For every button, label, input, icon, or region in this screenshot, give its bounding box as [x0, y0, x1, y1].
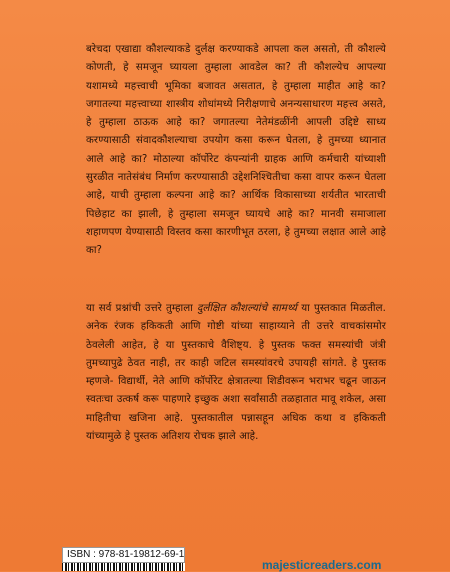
watermark: majesticreaders.com — [262, 558, 382, 572]
blurb-paragraph-2 — [86, 300, 386, 446]
blurb-paragraph-1: बरेचदा एखाद्या कौशल्याकडे दुर्लक्ष करण्याकडे आपला कल असतो, ती कौशल्ये कोणती, हे समजून घ्यायला तुम्हाला आवडेल का? ती कौशल्येच आपल्या यशामध्ये महत्त्वाची भूमिका बजावत असतात, हे तुम्हाला माहीत आहे का? जगातल्या महत्त्वाच्या शास्त्रीय शोधांमध्ये निरीक्षणाचे अनन्यसाधारण महत्त्व असते, हे तुम्हाला ठाऊक आहे का? जगातल्या नेतेमंडळींनी आपली उद्दिष्टे साध्य करण्यासाठी संवादकौशल्याचा उपयोग कसा करून घेतला, हे तुमच्या ध्यानात आले आहे का? मोठाल्या कॉर्पोरेट कंपन्यांनी ग्राहक आणि कर्मचारी यांच्याशी सुरळीत नातेसंबंध निर्माण करण्यासाठी उद्देशनिश्चितीचा कसा वापर करून घेतला आहे, याची तुम्हाला कल्पना आहे का? आर्थिक विकासाच्या शर्यतीत भारताची पिछेहाट का झाली, हे तुम्हाला समजून घ्यायचे आहे का? मानवी समाजाला शहाणपण येण्यासाठी विस्तव कसा कारणीभूत ठरला, हे तुमच्या लक्षात आले आहे का? — [86, 44, 386, 257]
isbn-label: ISBN : 978-81-19812-69-1 — [62, 547, 185, 563]
blurb-paragraph-2-lead: या सर्व प्रश्नांची उत्तरे तुम्हाला — [86, 303, 198, 314]
book-title: दुर्लक्षित कौशल्यांचे सामर्थ्य — [197, 303, 298, 314]
barcode — [62, 563, 185, 571]
blurb-paragraph-2-rest: या पुस्तकात मिळतील. अनेक रंजक हकिकती आणि गोष्टी यांच्या साहाय्याने ती उत्तरे वाचकांसमोर ठेवलेली आहेत, हे या पुस्तकाचे वैशिष्ट्य. हे पुस्तक फक्त समस्यांची जंत्री तुमच्यापुढे ठेवत नाही, तर काही जटिल समस्यांवरचे उपायही सांगते. हे पुस्तक म्हणजे- विद्यार्थी, नेते आणि कॉर्पोरेट क्षेत्रातल्या शिडीवरून भराभर चढून जाऊन स्वतःचा उत्कर्ष करू पाहणारे इच्छुक अशा सर्वांसाठी तळहातात मावू शकेल, असा माहितीचा खजिना आहे. पुस्तकातील पन्नासहून अधिक कथा व हकिकती यांच्यामुळे हे पुस्तक अतिशय रोचक झाले आहे. — [86, 303, 386, 443]
